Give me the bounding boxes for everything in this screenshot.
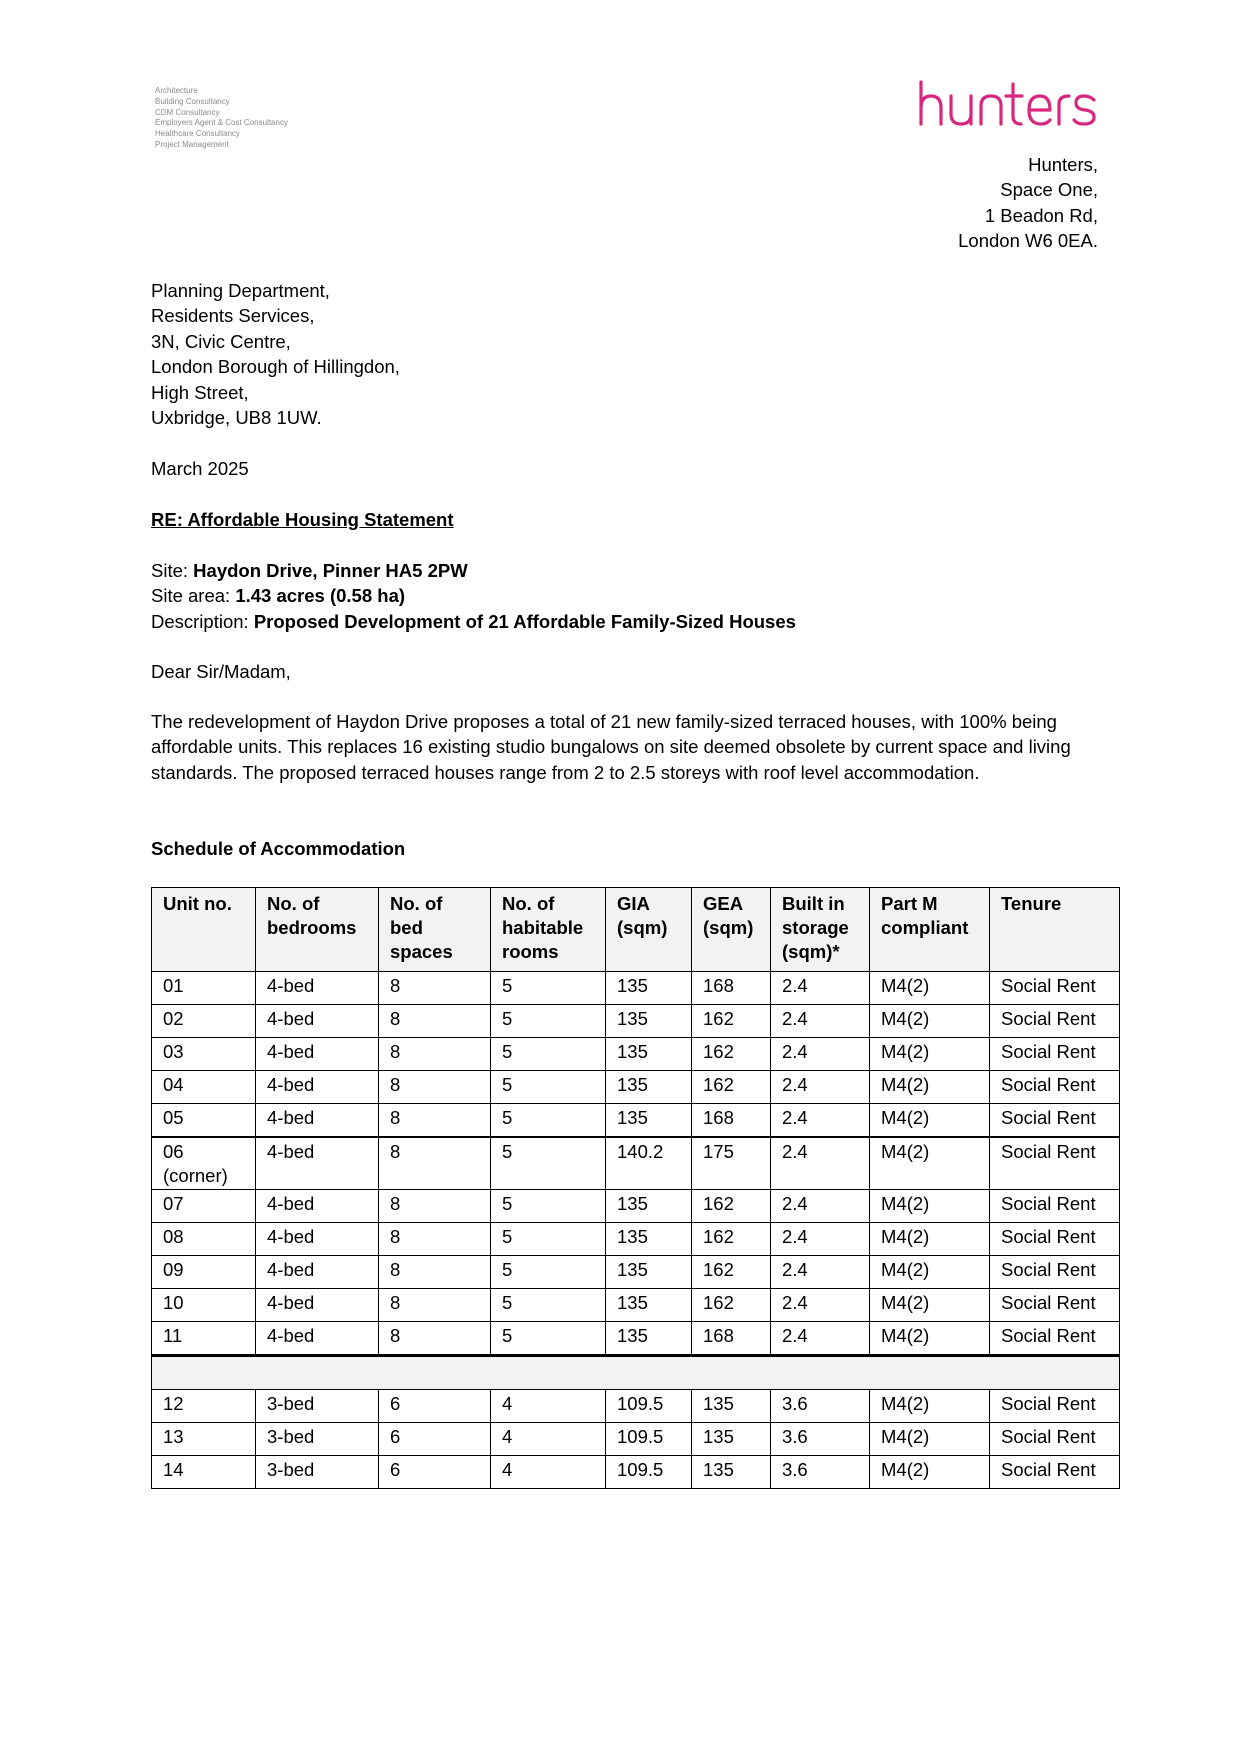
- table-cell: 5: [491, 972, 606, 1005]
- table-cell: 135: [606, 1289, 692, 1322]
- table-cell: M4(2): [870, 1190, 990, 1223]
- table-cell: Social Rent: [990, 1038, 1120, 1071]
- address-line: Space One,: [1000, 179, 1098, 201]
- table-cell: 135: [606, 1038, 692, 1071]
- table-cell: 162: [692, 1256, 771, 1289]
- table-cell: 01: [152, 972, 256, 1005]
- site-value: Haydon Drive, Pinner HA5 2PW: [193, 560, 468, 581]
- recipient-line: London Borough of Hillingdon,: [151, 356, 400, 378]
- table-cell: 5: [491, 1289, 606, 1322]
- table-cell: 5: [491, 1137, 606, 1190]
- table-cell: 4-bed: [256, 1256, 379, 1289]
- table-cell: Social Rent: [990, 972, 1120, 1005]
- recipient-line: Planning Department,: [151, 280, 330, 301]
- hunters-logo: [918, 78, 1098, 130]
- service-item: Healthcare Consultancy: [155, 129, 240, 139]
- table-cell: M4(2): [870, 1456, 990, 1489]
- table-cell: 8: [379, 1190, 491, 1223]
- site-area-label: Site area:: [151, 585, 236, 607]
- table-cell: 135: [692, 1390, 771, 1423]
- greeting: Dear Sir/Madam,: [151, 661, 291, 682]
- table-cell: 2.4: [771, 1190, 870, 1223]
- description-value: Proposed Development of 21 Affordable Family-Sized Houses: [253, 610, 796, 632]
- table-cell: 5: [491, 1322, 606, 1356]
- table-row: [152, 1071, 1120, 1104]
- table-row: [152, 1137, 1120, 1190]
- table-cell: 8: [379, 972, 491, 1005]
- table-cell: 5: [491, 1223, 606, 1256]
- spacer-cell: [152, 1356, 1120, 1390]
- table-cell: 2.4: [771, 1038, 870, 1071]
- table-cell: Social Rent: [990, 1005, 1120, 1038]
- table-cell: 8: [379, 1256, 491, 1289]
- table-cell: Social Rent: [990, 1456, 1120, 1489]
- table-cell: 8: [379, 1104, 491, 1138]
- table-cell: 6: [379, 1423, 491, 1456]
- table-cell: 162: [692, 1071, 771, 1104]
- table-cell: 2.4: [771, 1071, 870, 1104]
- table-cell: 2.4: [771, 1104, 870, 1138]
- table-row: [152, 1390, 1120, 1423]
- table-cell: Social Rent: [990, 1223, 1120, 1256]
- table-cell: 08: [152, 1223, 256, 1256]
- table-header-row: [152, 888, 1120, 972]
- table-cell: 4-bed: [256, 1104, 379, 1138]
- table-cell: 07: [152, 1190, 256, 1223]
- table-row: [152, 1038, 1120, 1071]
- table-cell: 140.2: [606, 1137, 692, 1190]
- table-cell: 2.4: [771, 1322, 870, 1356]
- site-area-line: [151, 583, 796, 608]
- table-cell: 4-bed: [256, 1289, 379, 1322]
- table-cell: 3-bed: [256, 1456, 379, 1489]
- table-cell: 02: [152, 1005, 256, 1038]
- table-cell: 5: [491, 1071, 606, 1104]
- table-cell: 4-bed: [256, 1005, 379, 1038]
- table-cell: 162: [692, 1289, 771, 1322]
- column-header: No. of habitable rooms: [491, 888, 606, 972]
- recipient-line: Uxbridge, UB8 1UW.: [151, 407, 322, 429]
- schedule-table: [151, 887, 1120, 1489]
- table-cell: 2.4: [771, 1289, 870, 1322]
- table-cell: Social Rent: [990, 1137, 1120, 1190]
- service-item: Architecture: [155, 86, 198, 95]
- recipient-line: Residents Services,: [151, 305, 315, 327]
- table-cell: 2.4: [771, 1137, 870, 1190]
- body-paragraph: The redevelopment of Haydon Drive proposes a total of 21 new family-sized terraced houses, with 100% being affordable units. This replaces 16 existing studio bungalows on site deemed obsolete by current space and living standards. The proposed terraced houses range from 2 to 2.5 storeys with roof level accommodation.: [151, 711, 1071, 783]
- column-header: No. of bed spaces: [379, 888, 491, 972]
- site-area-value: 1.43 acres (0.58 ha): [235, 585, 406, 607]
- table-cell: 4-bed: [256, 1038, 379, 1071]
- table-cell: 6: [379, 1390, 491, 1423]
- table-cell: Social Rent: [990, 1423, 1120, 1456]
- table-cell: M4(2): [870, 1005, 990, 1038]
- column-header: GIA (sqm): [606, 888, 692, 972]
- table-row: [152, 1322, 1120, 1356]
- table-cell: 135: [692, 1423, 771, 1456]
- table-cell: 168: [692, 972, 771, 1005]
- table-cell: 2.4: [771, 1223, 870, 1256]
- table-cell: 109.5: [606, 1390, 692, 1423]
- table-cell: 135: [606, 972, 692, 1005]
- table-cell: 8: [379, 1038, 491, 1071]
- table-cell: 3.6: [771, 1390, 870, 1423]
- table-row: [152, 1005, 1120, 1038]
- table-cell: 135: [606, 1256, 692, 1289]
- table-cell: Social Rent: [990, 1390, 1120, 1423]
- table-cell: 4-bed: [256, 1190, 379, 1223]
- site-details: [151, 558, 796, 634]
- table-cell: 4: [491, 1456, 606, 1489]
- table-cell: Social Rent: [990, 1322, 1120, 1356]
- table-cell: 162: [692, 1005, 771, 1038]
- schedule-title: Schedule of Accommodation: [151, 838, 406, 859]
- table-cell: Social Rent: [990, 1256, 1120, 1289]
- table-cell: 4-bed: [256, 1322, 379, 1356]
- table-cell: M4(2): [870, 1390, 990, 1423]
- table-cell: 8: [379, 1223, 491, 1256]
- table-cell: 2.4: [771, 972, 870, 1005]
- table-cell: 4-bed: [256, 1071, 379, 1104]
- table-cell: 8: [379, 1289, 491, 1322]
- table-cell: 4: [491, 1423, 606, 1456]
- table-cell: 135: [606, 1223, 692, 1256]
- table-cell: 2.4: [771, 1005, 870, 1038]
- table-cell: 13: [152, 1423, 256, 1456]
- table-row: [152, 1256, 1120, 1289]
- table-cell: M4(2): [870, 1223, 990, 1256]
- table-cell: M4(2): [870, 1137, 990, 1190]
- services-list: [155, 86, 288, 151]
- table-cell: 8: [379, 1137, 491, 1190]
- table-cell: Social Rent: [990, 1289, 1120, 1322]
- table-cell: 168: [692, 1104, 771, 1138]
- table-cell: 05: [152, 1104, 256, 1138]
- sender-address: [958, 152, 1098, 254]
- table-cell: 3.6: [771, 1456, 870, 1489]
- letter-date: March 2025: [151, 458, 249, 479]
- table-cell: M4(2): [870, 1423, 990, 1456]
- table-cell: 4-bed: [256, 1137, 379, 1190]
- table-cell: 5: [491, 1104, 606, 1138]
- table-cell: 11: [152, 1322, 256, 1356]
- table-row: [152, 1456, 1120, 1489]
- table-cell: 135: [692, 1456, 771, 1489]
- table-cell: 168: [692, 1322, 771, 1356]
- table-cell: 162: [692, 1190, 771, 1223]
- column-header: No. of bedrooms: [256, 888, 379, 972]
- service-item: Project Management: [155, 139, 229, 149]
- table-cell: 4-bed: [256, 972, 379, 1005]
- table-row: [152, 1423, 1120, 1456]
- table-spacer-row: [152, 1356, 1120, 1390]
- table-cell: 8: [379, 1005, 491, 1038]
- address-line: London W6 0EA.: [958, 230, 1098, 252]
- table-cell: M4(2): [870, 1038, 990, 1071]
- table-row: [152, 1104, 1120, 1138]
- table-cell: 135: [606, 1005, 692, 1038]
- table-cell: 3-bed: [256, 1423, 379, 1456]
- table-cell: 03: [152, 1038, 256, 1071]
- service-item: Employers Agent & Cost Consultancy: [155, 118, 288, 128]
- table-cell: M4(2): [870, 1104, 990, 1138]
- table-cell: 4-bed: [256, 1223, 379, 1256]
- table-cell: 04: [152, 1071, 256, 1104]
- service-item: Building Consultancy: [155, 96, 230, 106]
- address-line: 1 Beadon Rd,: [984, 204, 1098, 226]
- table-cell: 5: [491, 1005, 606, 1038]
- site-label: Site:: [151, 560, 194, 581]
- table-cell: 5: [491, 1038, 606, 1071]
- table-cell: 8: [379, 1322, 491, 1356]
- recipient-address: [151, 278, 400, 430]
- column-header: Tenure: [990, 888, 1120, 972]
- column-header: Part M compliant: [870, 888, 990, 972]
- table-cell: M4(2): [870, 1322, 990, 1356]
- subject-line: RE: Affordable Housing Statement: [151, 509, 454, 530]
- table-cell: 3-bed: [256, 1390, 379, 1423]
- table-cell: 2.4: [771, 1256, 870, 1289]
- description-line: [151, 609, 796, 634]
- table-cell: 6: [379, 1456, 491, 1489]
- table-cell: 135: [606, 1104, 692, 1138]
- address-line: Hunters,: [1028, 154, 1098, 175]
- table-cell: 5: [491, 1190, 606, 1223]
- table-cell: 135: [606, 1190, 692, 1223]
- table-cell: 4: [491, 1390, 606, 1423]
- table-cell: 109.5: [606, 1423, 692, 1456]
- table-cell: Social Rent: [990, 1104, 1120, 1138]
- table-cell: 162: [692, 1223, 771, 1256]
- table-cell: 09: [152, 1256, 256, 1289]
- column-header: Unit no.: [152, 888, 256, 972]
- table-cell: M4(2): [870, 1071, 990, 1104]
- table-cell: 162: [692, 1038, 771, 1071]
- recipient-line: 3N, Civic Centre,: [151, 330, 291, 352]
- table-cell: 10: [152, 1289, 256, 1322]
- table-cell: 135: [606, 1071, 692, 1104]
- table-cell: M4(2): [870, 972, 990, 1005]
- table-cell: 175: [692, 1137, 771, 1190]
- description-label: Description:: [151, 610, 254, 632]
- table-cell: M4(2): [870, 1256, 990, 1289]
- table-cell: 3.6: [771, 1423, 870, 1456]
- table-row: [152, 1289, 1120, 1322]
- column-header: Built in storage (sqm)*: [771, 888, 870, 972]
- table-cell: Social Rent: [990, 1071, 1120, 1104]
- service-item: CDM Consultancy: [155, 107, 220, 117]
- table-cell: M4(2): [870, 1289, 990, 1322]
- table-cell: 14: [152, 1456, 256, 1489]
- table-cell: 5: [491, 1256, 606, 1289]
- table-cell: 8: [379, 1071, 491, 1104]
- table-cell: 12: [152, 1390, 256, 1423]
- table-row: [152, 1190, 1120, 1223]
- table-cell: 06 (corner): [152, 1137, 256, 1190]
- recipient-line: High Street,: [151, 381, 249, 403]
- column-header: GEA (sqm): [692, 888, 771, 972]
- table-cell: Social Rent: [990, 1190, 1120, 1223]
- table-cell: 109.5: [606, 1456, 692, 1489]
- table-row: [152, 1223, 1120, 1256]
- table-row: [152, 972, 1120, 1005]
- table-cell: 135: [606, 1322, 692, 1356]
- site-line: [151, 558, 796, 583]
